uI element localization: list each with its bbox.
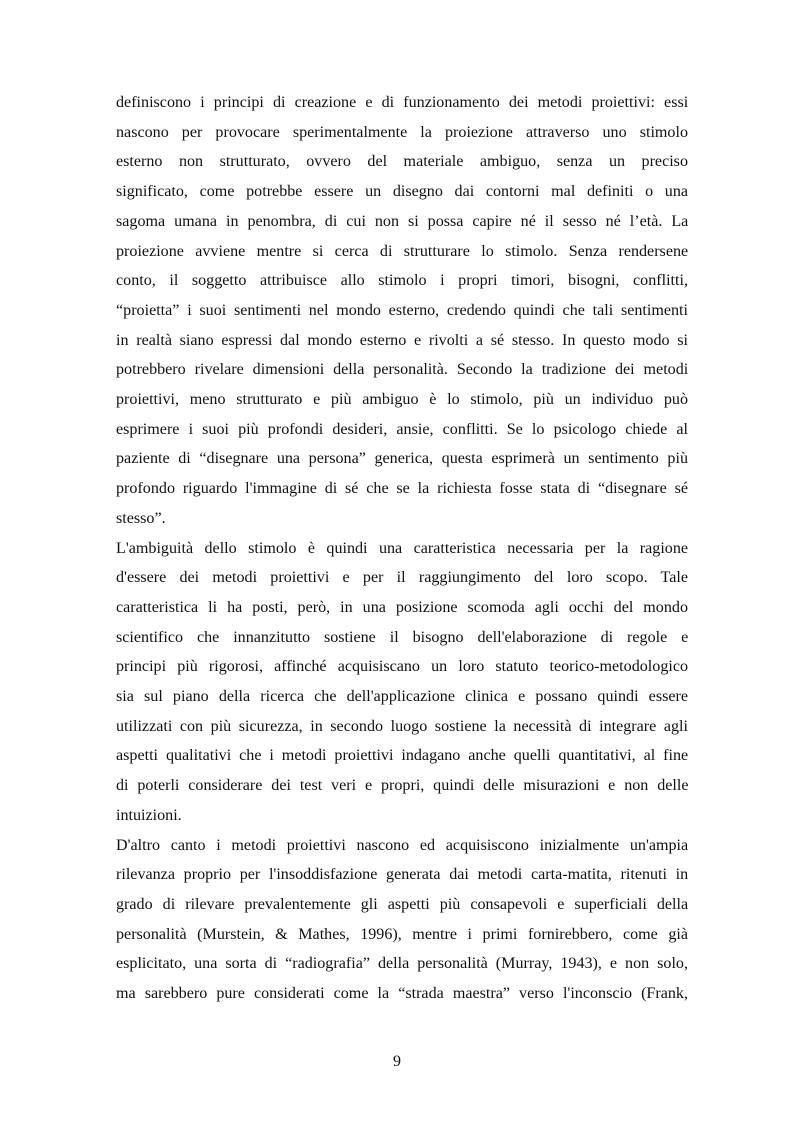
text-line: d'essere dei metodi proiettivi e per il raggiungimento del loro scopo. Tale — [116, 569, 688, 587]
text-line: ma sarebbero pure considerati come la “strada maestra” verso l'inconscio (Frank, — [116, 985, 688, 1003]
page-body — [116, 88, 688, 1009]
paragraph-1 — [116, 88, 688, 534]
text-line: conto, il soggetto attribuisce allo stimolo i propri timori, bisogni, conflitti, — [116, 272, 688, 290]
text-line: L'ambiguità dello stimolo è quindi una caratteristica necessaria per la ragione — [116, 539, 689, 557]
text-line: proiezione avviene mentre si cerca di strutturare lo stimolo. Senza rendersene — [116, 242, 689, 260]
text-line: potrebbero rivelare dimensioni della personalità. Secondo la tradizione dei metodi — [116, 361, 689, 379]
paragraph-3 — [116, 831, 688, 1009]
text-line: proiettivi, meno strutturato e più ambiguo è lo stimolo, più un individuo può — [116, 391, 688, 409]
text-line: personalità (Murstein, & Mathes, 1996), mentre i primi fornirebbero, come già — [116, 925, 688, 943]
text-line: sagoma umana in penombra, di cui non si possa capire né il sesso né l’età. La — [116, 212, 689, 230]
text-line: aspetti qualitativi che i metodi proiettivi indagano anche quelli quantitativi, al fine — [116, 747, 689, 765]
paragraph-2 — [116, 534, 688, 831]
text-line: esprimere i suoi più profondi desideri, ansie, conflitti. Se lo psicologo chiede al — [116, 420, 688, 438]
text-line: scientifico che innanzitutto sostiene il bisogno dell'elaborazione di regole e — [116, 628, 689, 646]
page-number: 9 — [393, 1053, 401, 1070]
text-line: stesso”. — [116, 509, 166, 527]
text-line: di poterli considerare dei test veri e propri, quindi delle misurazioni e non delle — [116, 777, 689, 795]
text-line: “proietta” i suoi sentimenti nel mondo esterno, credendo quindi che tali sentimenti — [116, 301, 688, 319]
text-line: esterno non strutturato, ovvero del materiale ambiguo, senza un preciso — [116, 153, 688, 171]
text-line: nascono per provocare sperimentalmente la proiezione attraverso uno stimolo — [116, 123, 688, 141]
text-line: significato, come potrebbe essere un disegno dai contorni mal definiti o una — [116, 183, 689, 201]
text-line: definiscono i principi di creazione e di funzionamento dei metodi proiettivi: essi — [116, 94, 689, 111]
text-line: esplicitato, una sorta di “radiografia” della personalità (Murray, 1943), e non solo, — [116, 955, 688, 973]
text-line: caratteristica li ha posti, però, in una posizione scomoda agli occhi del mondo — [116, 598, 688, 616]
text-line: paziente di “disegnare una persona” generica, questa esprimerà un sentimento più — [116, 450, 688, 468]
text-line: utilizzati con più sicurezza, in secondo luogo sostiene la necessità di integrare agli — [116, 717, 688, 735]
text-line: rilevanza proprio per l'insoddisfazione generata dai metodi carta-matita, ritenuti in — [116, 866, 689, 884]
text-line: in realtà siano espressi dal mondo esterno e rivolti a sé stesso. In questo modo si — [116, 331, 688, 349]
text-line: grado di rilevare prevalentemente gli aspetti più consapevoli e superficiali della — [116, 895, 689, 913]
text-line: principi più rigorosi, affinché acquisiscano un loro statuto teorico-metodologico — [116, 658, 689, 676]
text-line: D'altro canto i metodi proiettivi nascono ed acquisiscono inizialmente un'ampia — [116, 836, 689, 854]
text-line: sia sul piano della ricerca che dell'applicazione clinica e possano quindi essere — [116, 688, 688, 706]
text-line: intuizioni. — [116, 806, 182, 824]
text-line: profondo riguardo l'immagine di sé che se la richiesta fosse stata di “disegnare sé — [116, 480, 688, 498]
